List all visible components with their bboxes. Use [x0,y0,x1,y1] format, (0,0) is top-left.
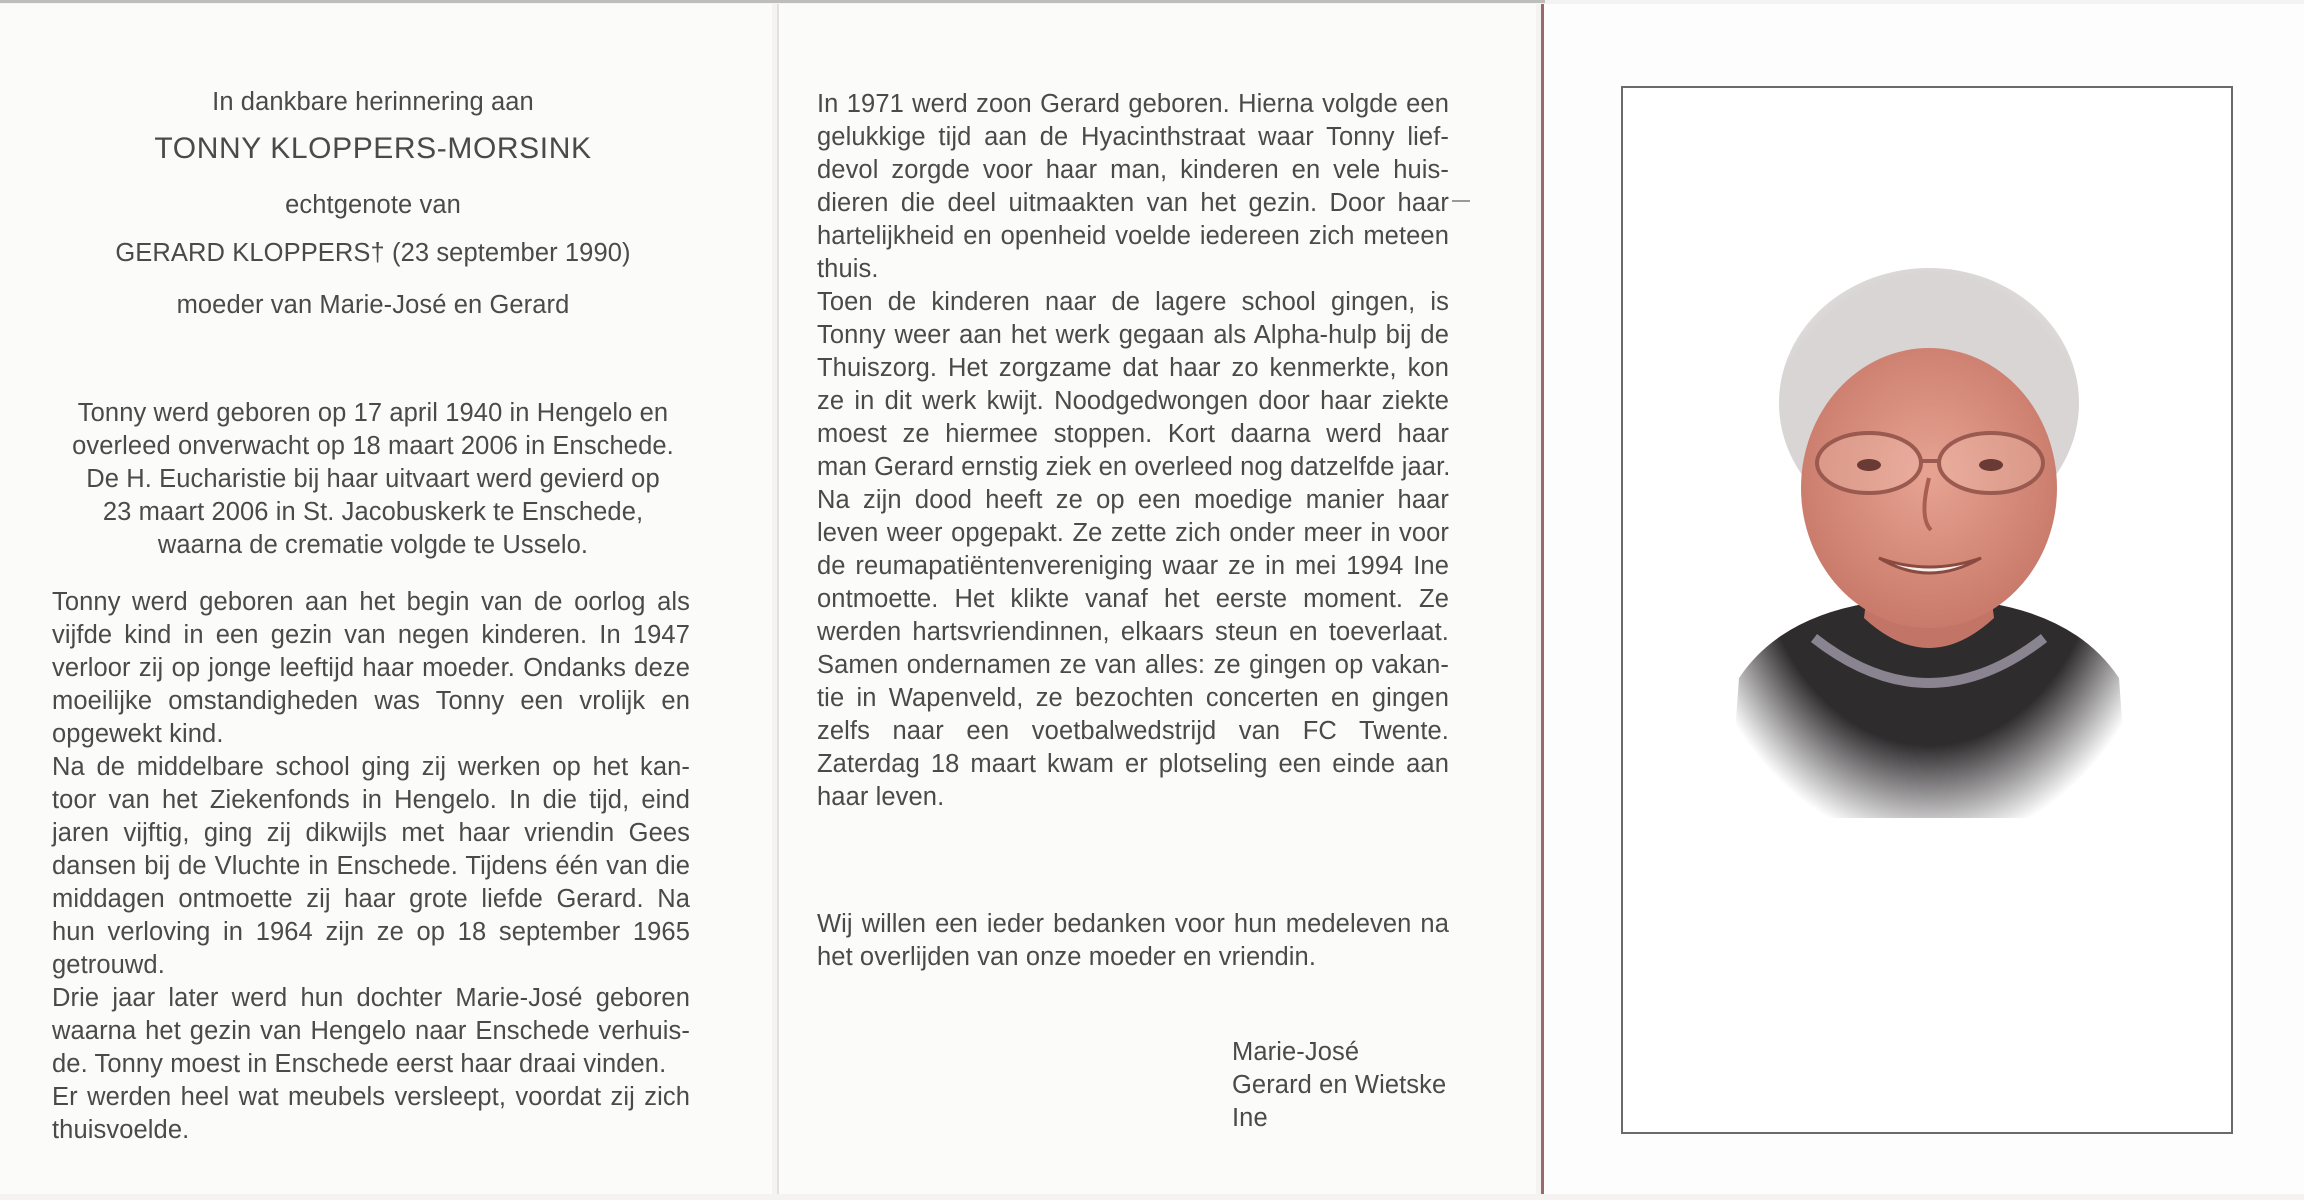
text-line: toor van het Ziekenfonds in Hengelo. In die tijd, eind [52,786,690,814]
thanks-paragraph [817,908,1449,974]
text-line: de. Tonny moest in Enschede eerst haar draai vinden. [52,1050,667,1078]
text-line: devol zorgde voor haar man, kinderen en vele huis- [817,156,1449,184]
heading-children: moeder van Marie-José en Gerard [176,291,570,319]
fold-mark [1452,200,1470,202]
biography-middle [817,88,1449,814]
signature-line: Gerard en Wietske [1232,1071,1447,1099]
dates-line: De H. Eucharistie bij haar uitvaart werd gevierd op [86,465,660,493]
signature-line: Ine [1232,1104,1268,1132]
text-line: zelfs naar een voetbalwedstrijd van FC Twente. [817,717,1449,745]
text-line: Na de middelbare school ging zij werken op het kan- [52,753,690,781]
text-line: middagen ontmoette zij haar grote liefde Gerard. Na [52,885,690,913]
text-line: man Gerard ernstig ziek en overleed nog datzelfde jaar. [817,453,1451,481]
text-line: dansen bij de Vluchte in Enschede. Tijdens één van die [52,852,690,880]
heading-spouse: GERARD KLOPPERS† (23 september 1990) [115,239,631,267]
text-line: Drie jaar later werd hun dochter Marie-José geboren [52,984,690,1012]
text-line: leven weer opgepakt. Ze zette zich onder meer in voor [817,519,1449,547]
deceased-name: TONNY KLOPPERS-MORSINK [154,132,592,165]
text-line: verloor zij op jonge leeftijd haar moeder. Ondanks deze [52,654,690,682]
dates-line: waarna de crematie volgde te Usselo. [157,531,589,559]
text-line: vijfde kind in een gezin van negen kinderen. In 1947 [52,621,690,649]
text-line: ze in dit werk kwijt. Noodgedwongen door haar ziekte [817,387,1449,415]
text-line: Thuiszorg. Het zorgzame dat haar zo kenmerkte, kon [817,354,1449,382]
photo-frame [1621,86,2233,1134]
heading-intro: In dankbare herinnering aan [212,88,534,116]
text-line: Tonny weer aan het werk gegaan als Alpha-hulp bij de [817,321,1449,349]
text-line: moest ze hiermee stoppen. Kort daarna werd haar [817,420,1449,448]
text-line: dieren die deel uitmaakten van het gezin. Door haar [817,189,1449,217]
text-line: getrouwd. [52,951,165,979]
text-line: ontmoette. Het klikte vanaf het eerste moment. Ze [817,585,1449,613]
dates-line: 23 maart 2006 in St. Jacobuskerk te Enschede, [102,498,644,526]
heading-spouse-of: echtgenote van [285,191,461,219]
signature-line: Marie-José [1232,1038,1360,1066]
text-line: Wij willen een ieder bedanken voor hun medeleven na [817,910,1449,938]
text-line: hartelijkheid en openheid voelde iedereen zich meteen [817,222,1449,250]
text-line: Er werden heel wat meubels versleept, voordat zij zich [52,1083,690,1111]
text-line: de reumapatiëntenvereniging waar ze in mei 1994 Ine [817,552,1449,580]
text-line: Tonny werd geboren aan het begin van de oorlog als [52,588,690,616]
text-line: moeilijke omstandigheden was Tonny een vrolijk en [52,687,690,715]
biography-left [52,586,690,1147]
text-line: jaren vijftig, ging zij dikwijls met haar vriendin Gees [52,819,690,847]
text-line: In 1971 werd zoon Gerard geboren. Hierna volgde een [817,90,1449,118]
text-line: haar leven. [817,783,945,811]
text-line: het overlijden van onze moeder en vriendin. [817,943,1317,971]
dates-paragraph [50,397,696,562]
text-line: werden hartsvriendinnen, elkaars steun en toeverlaat. [817,618,1449,646]
text-line: thuisvoelde. [52,1116,190,1144]
memorial-heading [50,86,696,337]
text-line: opgewekt kind. [52,720,224,748]
text-line: gelukkige tijd aan de Hyacinthstraat waar Tonny lief- [817,123,1449,151]
text-line: hun verloving in 1964 zijn ze op 18 september 1965 [52,918,690,946]
text-line: tie in Wapenveld, ze bezochten concerten en gingen [817,684,1449,712]
text-line: Na zijn dood heeft ze op een moedige manier haar [817,486,1449,514]
scan-top-edge [0,0,1545,3]
signature-block [1232,1036,1446,1135]
text-line: waarna het gezin van Hengelo naar Enschede verhuis- [52,1017,690,1045]
dates-line: Tonny werd geboren op 17 april 1940 in Hengelo en [77,399,669,427]
text-line: Toen de kinderen naar de lagere school gingen, is [817,288,1449,316]
dates-line: overleed onverwacht op 18 maart 2006 in Enschede. [72,432,674,460]
text-line: Samen ondernamen ze van alles: ze gingen op vakan- [817,651,1449,679]
portrait-photo [1719,258,2139,818]
text-line: Zaterdag 18 maart kwam er plotseling een einde aan [817,750,1449,778]
text-line: thuis. [817,255,879,283]
